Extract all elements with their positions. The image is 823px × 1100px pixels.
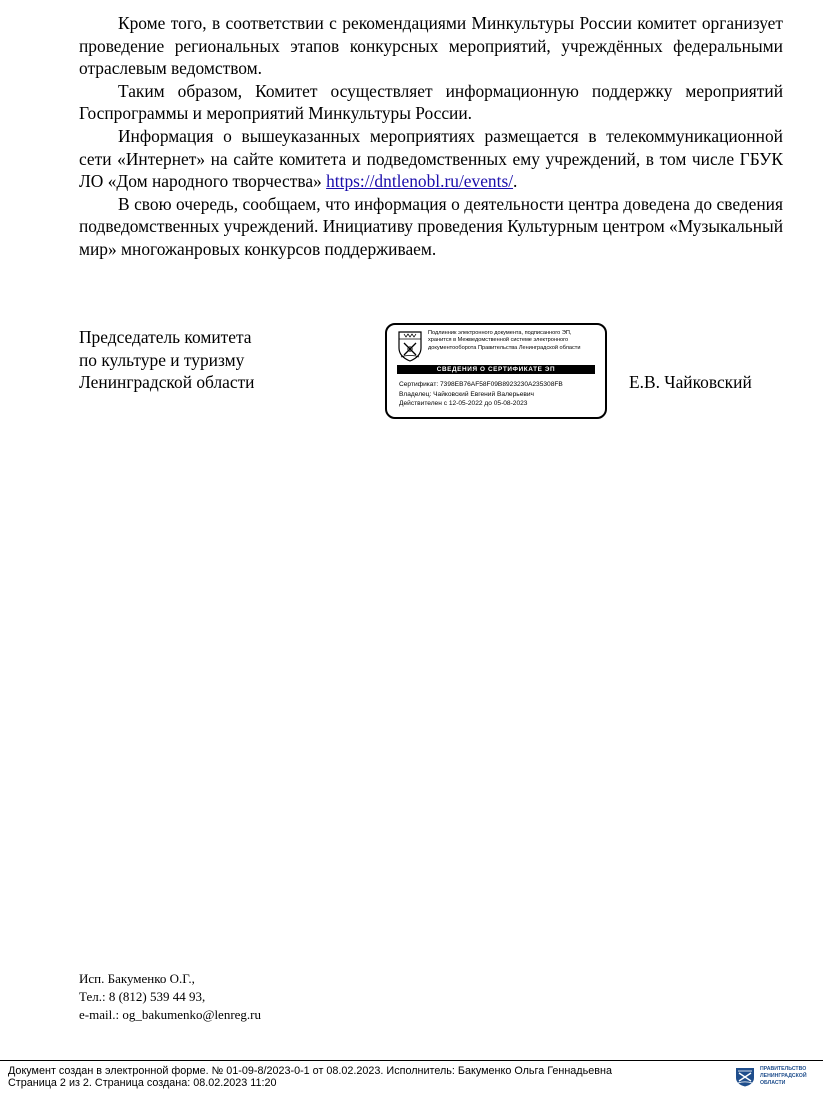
paragraph-2: Таким образом, Комитет осуществляет информационную поддержку мероприятий Госпрограммы и мероприятий Минкультуры России. <box>79 80 783 124</box>
signer-position-line: Ленинградской области <box>79 372 255 393</box>
electronic-signature-stamp <box>385 323 607 419</box>
paragraph-4: В свою очередь, сообщаем, что информация о деятельности центра доведена до сведения подведомственных учреждений. Инициативу проведения Культурным центром «Музыкальный мир» многожанровых конкурсов поддерживаем. <box>79 193 783 259</box>
government-logo-text <box>760 1066 807 1087</box>
paragraph-3-text: Информация о вышеуказанных мероприятиях размещается в телекоммуникационной сети «Интернет» на сайте комитета и подведомственных ему учреждений, в том числе ГБУК ЛО «Дом народного творчества» <box>79 125 783 192</box>
coat-of-arms-icon <box>397 330 423 362</box>
certificate-owner: Владелец: Чайковский Евгений Валерьевич <box>399 390 534 398</box>
paragraph-3-tail: . <box>513 171 518 192</box>
footer-page-info: Страница 2 из 2. Страница создана: 08.02.2023 11:20 <box>8 1077 277 1089</box>
stamp-header-line: хранится в Межведомственной системе электронного <box>428 337 569 344</box>
executor-phone: Тел.: 8 (812) 539 44 93, <box>79 989 206 1004</box>
stamp-header-line: документооборота Правительства Ленинградской области <box>428 344 581 351</box>
events-link[interactable]: https://dntlenobl.ru/events/ <box>326 171 514 192</box>
certificate-number: Сертификат: 7398EB76AF58F09B8923230A235308FB <box>399 381 563 388</box>
signer-position-line: по культуре и туризму <box>79 349 245 370</box>
executor-email: e-mail.: og_bakumenko@lenreg.ru <box>79 1007 261 1022</box>
signer-position-line: Председатель комитета <box>79 327 252 347</box>
stamp-band: СВЕДЕНИЯ О СЕРТИФИКАТЕ ЭП <box>397 365 595 374</box>
certificate-validity: Действителен с 12-05-2022 до 05-08-2023 <box>399 400 528 408</box>
signer-position <box>79 326 254 394</box>
stamp-header-line: Подлинник электронного документа, подписанного ЭП, <box>428 330 572 336</box>
footer-info <box>8 1065 612 1089</box>
footer-document-info: Документ создан в электронной форме. № 01-09-8/2023-0-1 от 08.02.2023. Исполнитель: Бакуменко Ольга Геннадьевна <box>8 1065 612 1077</box>
logo-line: ПРАВИТЕЛЬСТВО <box>760 1066 807 1072</box>
certificate-details <box>399 380 563 409</box>
footer-divider <box>0 1060 823 1061</box>
government-logo <box>735 1065 817 1089</box>
paragraph-3 <box>79 125 783 193</box>
logo-line: ЛЕНИНГРАДСКОЙ <box>760 1073 807 1079</box>
executor-name: Исп. Бакуменко О.Г., <box>79 971 195 986</box>
paragraph-1: Кроме того, в соответствии с рекомендациями Минкультуры России комитет организует проведение региональных этапов конкурсных мероприятий, учреждённых федеральными отраслевым ведомством. <box>79 13 783 79</box>
signer-name: Е.В. Чайковский <box>629 372 752 392</box>
executor-contact <box>79 970 261 1024</box>
government-logo-icon <box>735 1067 755 1087</box>
letter-body <box>79 12 783 261</box>
stamp-header <box>428 330 604 352</box>
logo-line: ОБЛАСТИ <box>760 1080 786 1086</box>
